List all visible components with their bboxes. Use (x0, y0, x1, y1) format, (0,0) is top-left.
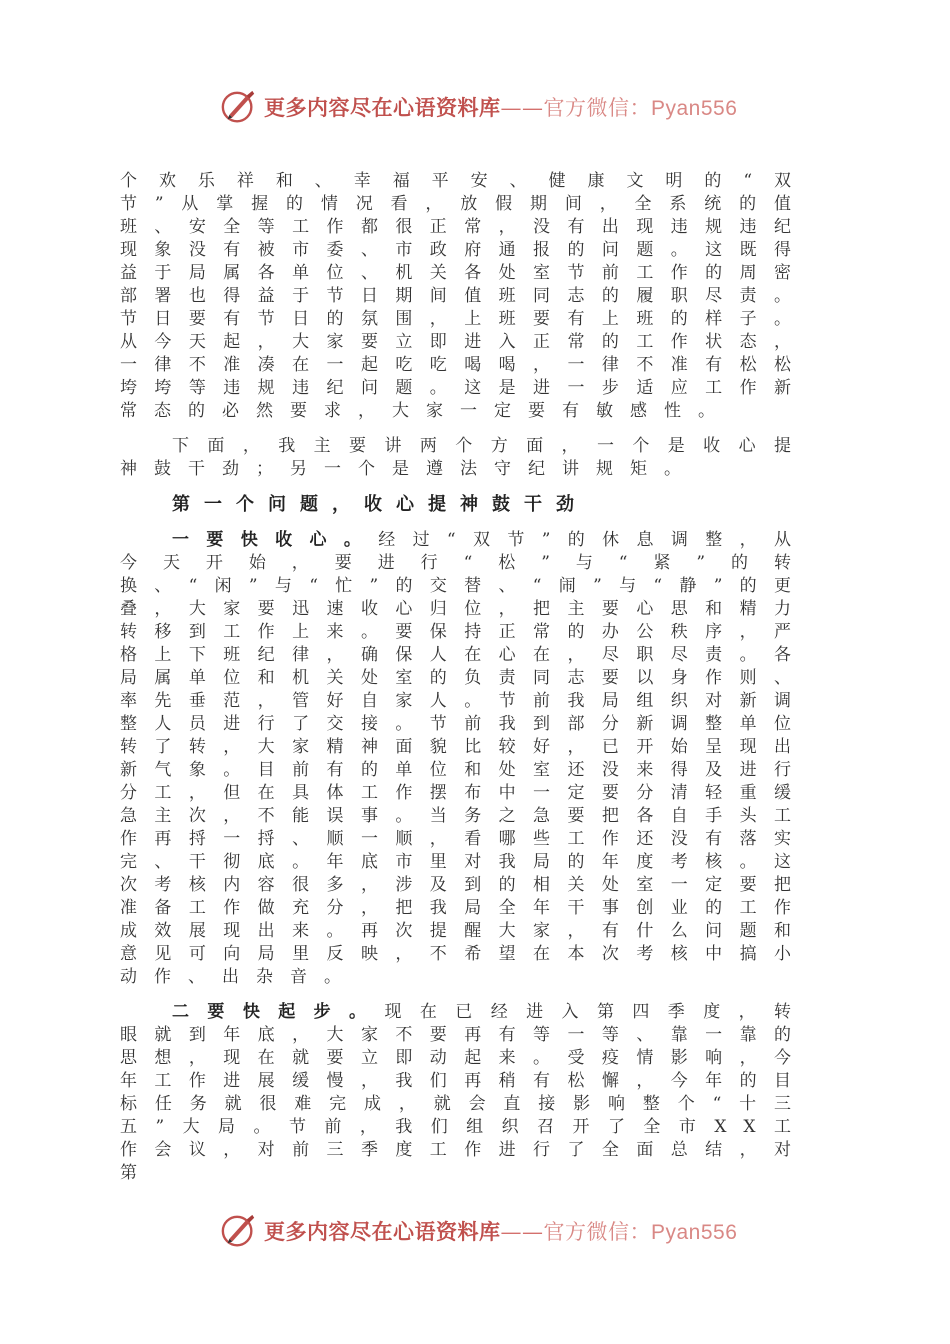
paragraph-4 (120, 1001, 808, 1185)
paragraph-3-text: 经过“双节”的休息调整，从今天开始，要进行“松”与“紧”的转换、“闲”与“忙”的交替、“闹”与“静”的更叠，大家要迅速收心归位，把主要心思和精力转移到工作上来。要保持正常的办公秩序，严格上下班纪律，确保人在心在，尽职尽责。各局属单位和机关处室的负责同志要以身作则、率先垂范，管好自家人。节前我局组织对新调整人员进行了交接。节前我到部分新调整单位转了转，大家精神面貌比较好，已开始呈现出新气象。目前有的单位和处室还没来得及进行分工，但在具体工作摆布中一定要分清轻重缓急主次，不能误事。当务之急要把各自手头工作再捋一捋、顺一顺，看哪些工作还没有落实完、干彻底。年底市里对我局的年度考核。这次考核内容很多，涉及到的相关处室一定要把准备工作做充分，把我局全年干事创业的工作成效展现出来。再次提醒大家，有什么问题和意见可向局里反映，不希望在本次考核中搞小动作、出杂音。 (120, 530, 808, 987)
document-body (120, 170, 808, 1185)
paragraph-3 (120, 529, 808, 989)
section-heading-1: 第一个问题，收心提神鼓干劲 (172, 494, 588, 515)
watermark-banner-top (220, 86, 740, 128)
watermark-wechat-label: 官方微信： (543, 1220, 651, 1244)
watermark-title: 更多内容尽在心语资料库 (264, 1219, 501, 1244)
watermark-wechat-label: 官方微信： (543, 96, 651, 120)
watermark-wechat-id: Pyan556 (651, 97, 738, 120)
paragraph-4-lead: 二要快起步。 (172, 1002, 385, 1022)
watermark-separator: —— (500, 96, 544, 120)
pen-logo-icon (220, 1212, 258, 1250)
watermark-text (264, 92, 737, 122)
watermark-text-bottom (264, 1216, 737, 1246)
paragraph-1: 个欢乐祥和、幸福平安、健康文明的“双节”从掌握的情况看，放假期间，全系统的值班、安全等工作都很正常，没有出现违规违纪现象没有被市委、市政府通报的问题。这既得益于局属各单位、机关各处室节前工作的周密部署也得益于节日期间值班同志的履职尽责。节日要有节日的氛围，上班要有上班的样子。从今天起，大家要立即进入正常的工作状态，一律不准凑在一起吃吃喝喝，一律不准有松松垮垮等违规违纪问题。这是进一步适应工作新常态的必然要求，大家一定要有敏感性。 (120, 171, 808, 421)
pen-logo-icon (220, 88, 258, 126)
paragraph-3-lead: 一要快收心。 (172, 530, 379, 550)
watermark-banner-bottom (220, 1210, 740, 1252)
watermark-wechat-id: Pyan556 (651, 1221, 738, 1244)
paragraph-4-text: 现在已经进入第四季度，转眼就到年底，大家不要再有等一等、靠一靠的思想，现在就要立即动起来。受疫情影响，今年工作进展缓慢，我们再稍有松懈，今年的目标任务就很难完成，就会直接影响整个“十三五”大局。节前，我们组织召开了全市XX工作会议，对前三季度工作进行了全面总结，对第 (120, 1002, 809, 1183)
watermark-separator: —— (500, 1220, 544, 1244)
watermark-title: 更多内容尽在心语资料库 (264, 95, 501, 120)
paragraph-2: 下面，我主要讲两个方面，一个是收心提神鼓干劲；另一个是遵法守纪讲规矩。 (120, 436, 808, 479)
